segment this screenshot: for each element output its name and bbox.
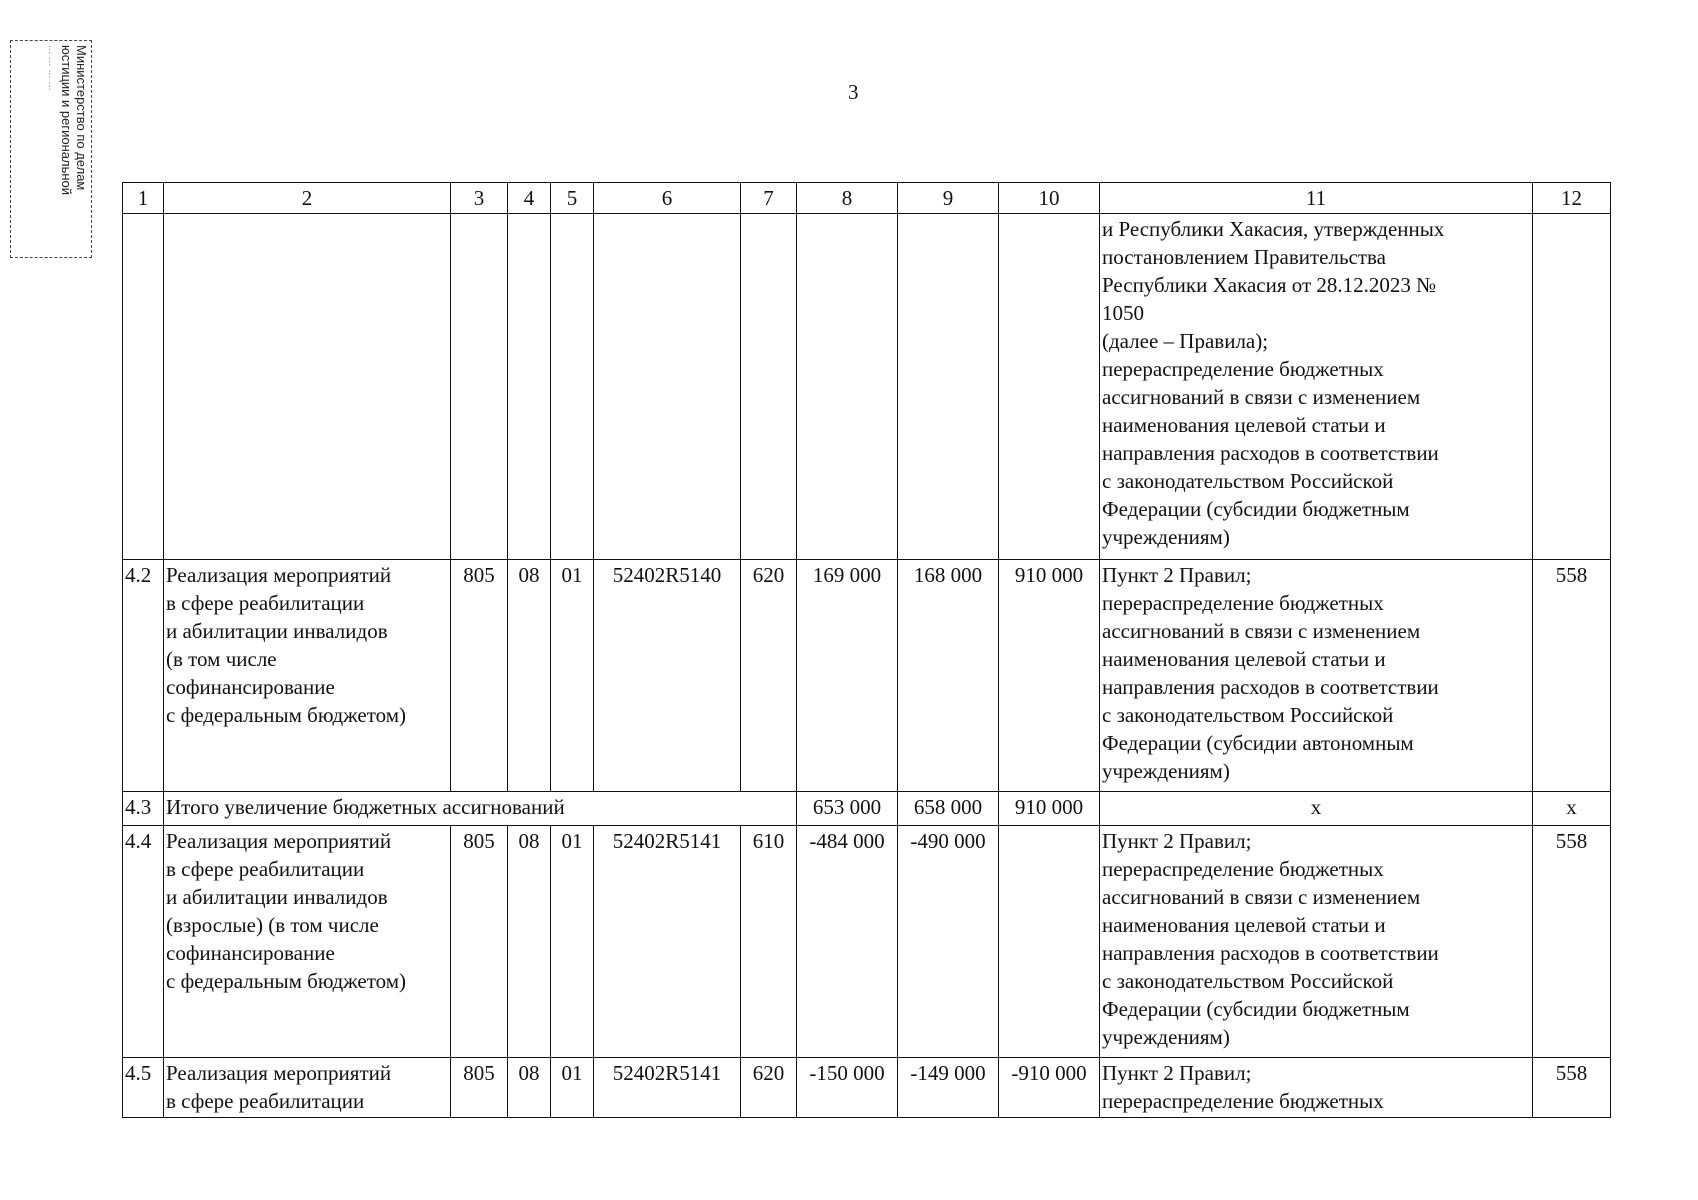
- cell-code-12: 558: [1533, 560, 1611, 792]
- cell-section: 08: [508, 826, 551, 1058]
- cell-subsection: 01: [551, 826, 594, 1058]
- cell: [797, 214, 898, 560]
- total-label: Итого увеличение бюджетных ассигнований: [164, 792, 797, 826]
- cell-amount-8: -150 000: [797, 1058, 898, 1118]
- cell-amount-10: 910 000: [999, 560, 1100, 792]
- cell-subsection: 01: [551, 560, 594, 792]
- cell-amount-8: -484 000: [797, 826, 898, 1058]
- cell-section: 08: [508, 1058, 551, 1118]
- header-cell: 8: [797, 183, 898, 214]
- cell-amount-9: -490 000: [898, 826, 999, 1058]
- header-cell: 11: [1100, 183, 1533, 214]
- header-cell: 1: [123, 183, 164, 214]
- row-name: Реализация мероприятий в сфере реабилитации: [164, 1058, 451, 1118]
- row-number: 4.2: [123, 560, 164, 792]
- header-cell: 5: [551, 183, 594, 214]
- cell: [123, 214, 164, 560]
- cell-expense-type: 620: [741, 1058, 797, 1118]
- table-row-4-2: [123, 560, 1611, 792]
- table-header-row: [123, 183, 1611, 214]
- table-row-4-4: [123, 826, 1611, 1058]
- cell: [594, 214, 741, 560]
- stamp-line: ... ... ... ...: [46, 45, 58, 91]
- basis-cell: Пункт 2 Правил; перераспределение бюджетных ассигнований в связи с изменением наименования целевой статьи и направления расходов в соответствии с законодательством Российской Федерации (субсидии бюджетным учреждениям): [1100, 826, 1533, 1058]
- header-cell: 7: [741, 183, 797, 214]
- cell-amount-10: -910 000: [999, 1058, 1100, 1118]
- cell: [164, 214, 451, 560]
- cell-amount-10: [999, 826, 1100, 1058]
- cell: [551, 214, 594, 560]
- cell-amount-8: 169 000: [797, 560, 898, 792]
- table-row-4-3: [123, 792, 1611, 826]
- cell-code-12: 558: [1533, 1058, 1611, 1118]
- row-number: 4.4: [123, 826, 164, 1058]
- header-cell: 4: [508, 183, 551, 214]
- cell-code-12: 558: [1533, 826, 1611, 1058]
- basis-cell: Пункт 2 Правил; перераспределение бюджетных ассигнований в связи с изменением наименования целевой статьи и направления расходов в соответствии с законодательством Российской Федерации (субсидии автономным учреждениям): [1100, 560, 1533, 792]
- cell-amount-8: 653 000: [797, 792, 898, 826]
- basis-cell: Пункт 2 Правил; перераспределение бюджетных: [1100, 1058, 1533, 1118]
- row-number: 4.3: [123, 792, 164, 826]
- cell-ministry-code: 805: [451, 826, 508, 1058]
- cell: [451, 214, 508, 560]
- header-cell: 6: [594, 183, 741, 214]
- basis-cell: х: [1100, 792, 1533, 826]
- stamp-line: Министерство по делам: [74, 45, 89, 191]
- cell-amount-9: 168 000: [898, 560, 999, 792]
- cell-target-article: 52402R5141: [594, 826, 741, 1058]
- cell: [1533, 214, 1611, 560]
- stamp-line: юстиции и региональной: [59, 45, 74, 196]
- cell-subsection: 01: [551, 1058, 594, 1118]
- cell-ministry-code: 805: [451, 560, 508, 792]
- cell-amount-10: 910 000: [999, 792, 1100, 826]
- cell-amount-9: -149 000: [898, 1058, 999, 1118]
- cell: [999, 214, 1100, 560]
- cell-target-article: 52402R5140: [594, 560, 741, 792]
- cell-expense-type: 610: [741, 826, 797, 1058]
- table-row-continuation: [123, 214, 1611, 560]
- cell: [741, 214, 797, 560]
- cell-ministry-code: 805: [451, 1058, 508, 1118]
- cell-expense-type: 620: [741, 560, 797, 792]
- header-cell: 9: [898, 183, 999, 214]
- cell: [508, 214, 551, 560]
- row-name: Реализация мероприятий в сфере реабилитации и абилитации инвалидов (взрослые) (в том числе софинансирование с федеральным бюджетом): [164, 826, 451, 1058]
- header-cell: 3: [451, 183, 508, 214]
- budget-table: [122, 182, 1611, 1118]
- cell-code-12: х: [1533, 792, 1611, 826]
- cell: [898, 214, 999, 560]
- header-cell: 2: [164, 183, 451, 214]
- cell-section: 08: [508, 560, 551, 792]
- cell-target-article: 52402R5141: [594, 1058, 741, 1118]
- row-number: 4.5: [123, 1058, 164, 1118]
- cell-amount-9: 658 000: [898, 792, 999, 826]
- basis-cell: и Республики Хакасия, утвержденных постановлением Правительства Республики Хакасия от 28.12.2023 № 1050 (далее – Правила); перераспределение бюджетных ассигнований в связи с изменением наименования целевой статьи и направления расходов в соответствии с законодательством Российской Федерации (субсидии бюджетным учреждениям): [1100, 214, 1533, 560]
- table-row-4-5: [123, 1058, 1611, 1118]
- header-cell: 12: [1533, 183, 1611, 214]
- page-number: 3: [848, 80, 859, 104]
- row-name: Реализация мероприятий в сфере реабилитации и абилитации инвалидов (в том числе софинансирование с федеральным бюджетом): [164, 560, 451, 792]
- registration-stamp: [10, 40, 92, 258]
- header-cell: 10: [999, 183, 1100, 214]
